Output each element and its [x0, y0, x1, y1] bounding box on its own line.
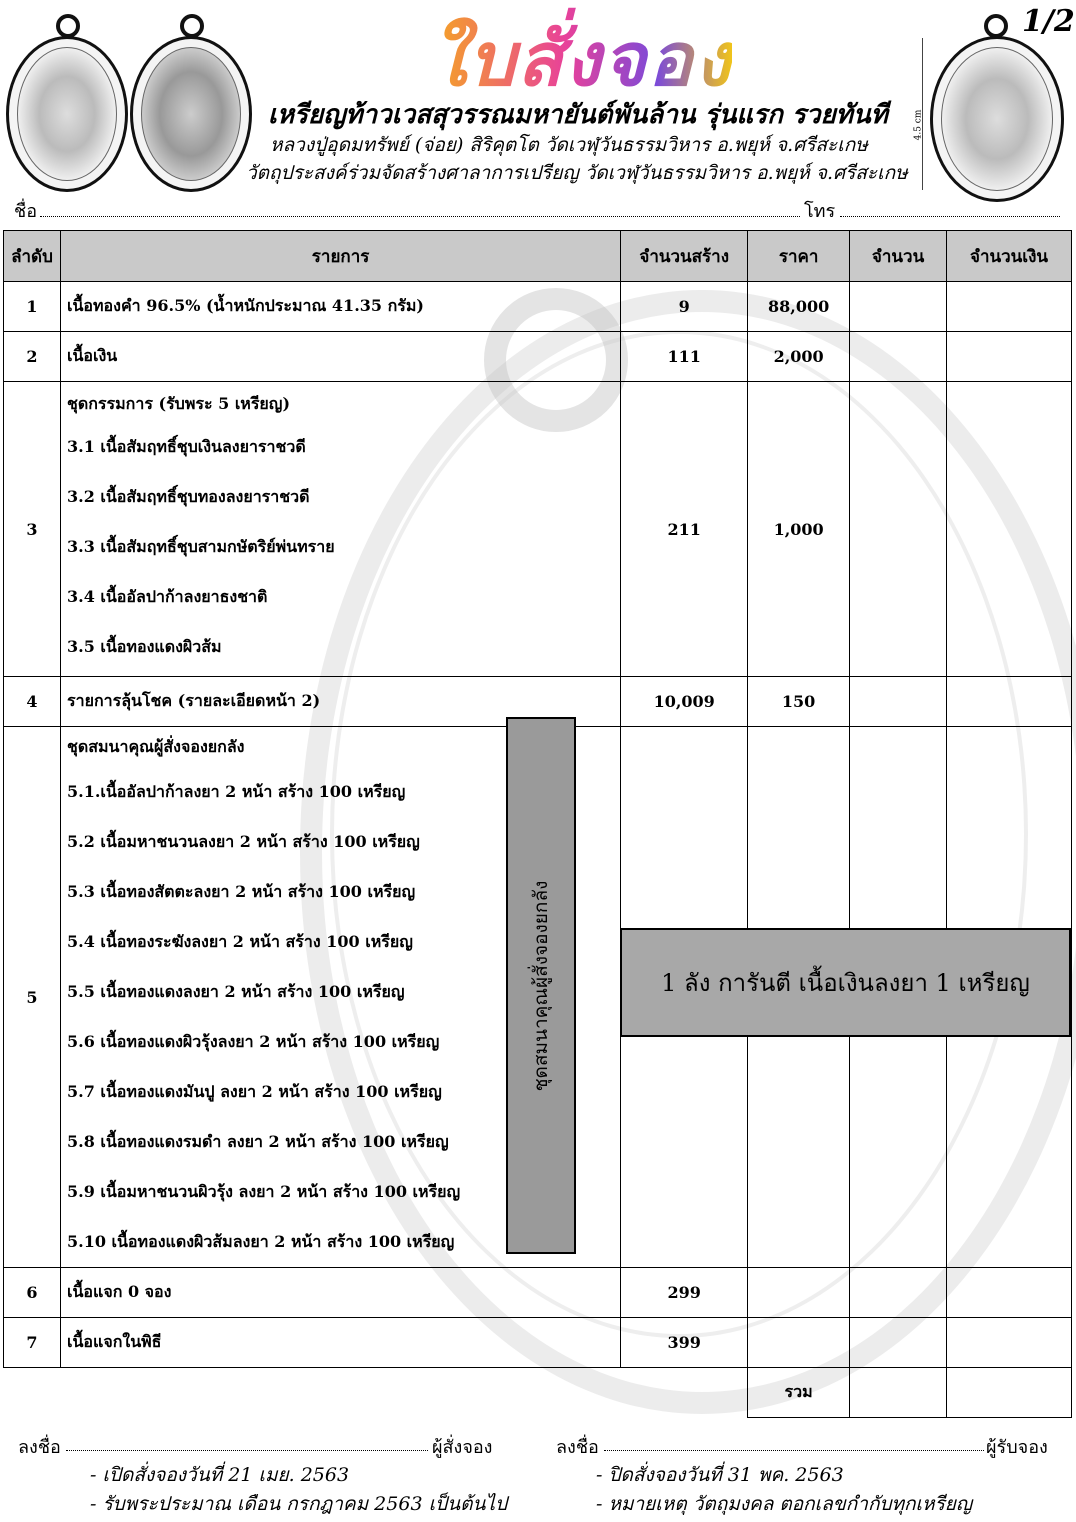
row-price: 1,000 — [748, 382, 850, 677]
row-item: เนื้อแจก 0 จอง — [60, 1268, 620, 1318]
receive-date-text: - รับพระประมาณ เดือน กรกฎาคม 2563 เป็นต้นไป — [90, 1493, 508, 1515]
phone-field[interactable] — [840, 216, 1060, 217]
sub-item: 5.4 เนื้อทองระฆังลงยา 2 หน้า สร้าง 100 เหรียญ — [66, 932, 413, 951]
row-qty-field[interactable] — [850, 1318, 947, 1368]
row-made: 211 — [621, 382, 748, 677]
row-qty-field[interactable] — [850, 282, 947, 332]
header-price: ราคา — [748, 231, 850, 282]
header-amount: จำนวนเงิน — [947, 231, 1072, 282]
row-amount-field[interactable] — [947, 382, 1072, 677]
row-amount-field[interactable] — [947, 332, 1072, 382]
row-qty-field[interactable] — [850, 382, 947, 677]
row-amount-field[interactable] — [947, 1318, 1072, 1368]
table-row — [4, 332, 1072, 382]
medal-loop-icon — [56, 14, 80, 38]
sub-item: 3.4 เนื้ออัลปาก้าลงยาธงชาติ — [66, 587, 268, 606]
sub-item: 5.10 เนื้อทองแดงผิวส้มลงยา 2 หน้า สร้าง 100 เหรียญ — [66, 1232, 455, 1251]
table-header-row — [4, 231, 1072, 282]
row-no: 4 — [4, 677, 61, 727]
table-row — [4, 1318, 1072, 1368]
note-text: - หมายเหตุ วัตถุมงคล ตอกเลขกำกับทุกเหรียญ — [596, 1493, 973, 1515]
row-price: 88,000 — [748, 282, 850, 332]
row-no: 1 — [4, 282, 61, 332]
medal-name: เหรียญท้าวเวสสุวรรณมหายันต์พันล้าน รุ่นแรก รวยทันที — [268, 100, 888, 130]
table-row — [4, 1268, 1072, 1318]
sub-item: 5.1.เนื้ออัลปาก้าลงยา 2 หน้า สร้าง 100 เหรียญ — [66, 782, 406, 801]
row-made: 299 — [621, 1268, 748, 1318]
gift-set-vertical-label: ชุดสมนาคุณผู้สั่งจองยกลัง — [530, 880, 552, 1091]
row-amount-field[interactable] — [947, 282, 1072, 332]
row-price — [748, 1318, 850, 1368]
total-qty-field[interactable] — [850, 1368, 947, 1418]
row-price: 2,000 — [748, 332, 850, 382]
row-no: 2 — [4, 332, 61, 382]
header-qty: จำนวน — [850, 231, 947, 282]
sub-item: 5.6 เนื้อทองแดงผิวรุ้งลงยา 2 หน้า สร้าง 100 เหรียญ — [66, 1032, 440, 1051]
row-made: 10,009 — [621, 677, 748, 727]
header-item: รายการ — [60, 231, 620, 282]
total-amount-field[interactable] — [947, 1368, 1072, 1418]
sub-item: 3.1 เนื้อสัมฤทธิ์ชุบเงินลงยาราชวดี — [66, 437, 306, 456]
page-title: ใบสั่งจอง — [430, 0, 732, 118]
row-price — [748, 1268, 850, 1318]
table-row — [4, 382, 1072, 677]
sub-item: 5.2 เนื้อมหาชนวนลงยา 2 หน้า สร้าง 100 เหรียญ — [66, 832, 420, 851]
sub-item: 5.9 เนื้อมหาชนวนผิวรุ้ง ลงยา 2 หน้า สร้าง 100 เหรียญ — [66, 1182, 461, 1201]
row-price: 150 — [748, 677, 850, 727]
row-made: 9 — [621, 282, 748, 332]
row-item: ชุดสมนาคุณผู้สั่งจองยกลัง — [66, 737, 245, 756]
row-item: ชุดกรรมการ (รับพระ 5 เหรียญ) — [66, 394, 291, 413]
row-qty-field[interactable] — [850, 332, 947, 382]
sub-item: 3.5 เนื้อทองแดงผิวส้ม — [66, 637, 222, 656]
medal-loop-icon — [984, 14, 1008, 38]
sub-item: 5.8 เนื้อทองแดงรมดำ ลงยา 2 หน้า สร้าง 100 เหรียญ — [66, 1132, 449, 1151]
medal-front-image — [6, 36, 128, 192]
close-date-text: - ปิดสั่งจองวันที่ 31 พค. 2563 — [596, 1464, 844, 1486]
orderer-sign-label: ลงชื่อ — [18, 1437, 61, 1458]
phone-label: โทร — [804, 201, 836, 222]
sub-item: 3.3 เนื้อสัมฤทธิ์ชุบสามกษัตริย์พ่นทราย — [66, 537, 335, 556]
guarantee-banner: 1 ลัง การันตี เนื้อเงินลงยา 1 เหรียญ — [620, 928, 1071, 1037]
row-item: รายการลุ้นโชค (รายละเอียดหน้า 2) — [60, 677, 620, 727]
row-item: เนื้อทองคำ 96.5% (น้ำหนักประมาณ 41.35 กรัม) — [60, 282, 620, 332]
row-no: 6 — [4, 1268, 61, 1318]
receiver-sign-field[interactable] — [604, 1450, 984, 1451]
sub-item: 5.5 เนื้อทองแดงลงยา 2 หน้า สร้าง 100 เหรียญ — [66, 982, 405, 1001]
row-item: เนื้อเงิน — [60, 332, 620, 382]
dimension-label: 4.5 cm — [913, 109, 924, 141]
header-made: จำนวนสร้าง — [621, 231, 748, 282]
name-field[interactable] — [40, 216, 800, 217]
row-no: 5 — [4, 727, 61, 1268]
receiver-label: ผู้รับจอง — [986, 1437, 1048, 1458]
open-date-text: - เปิดสั่งจองวันที่ 21 เมย. 2563 — [90, 1464, 350, 1486]
row-no: 3 — [4, 382, 61, 677]
row-item: เนื้อแจกในพิธี — [60, 1318, 620, 1368]
page-number: 1/2 — [1022, 4, 1075, 39]
total-label: รวม — [748, 1368, 850, 1418]
orderer-label: ผู้สั่งจอง — [432, 1437, 493, 1458]
name-label: ชื่อ — [14, 201, 38, 222]
medal-loop-icon — [180, 14, 204, 38]
header-no: ลำดับ — [4, 231, 61, 282]
row-made: 111 — [621, 332, 748, 382]
receiver-sign-label: ลงชื่อ — [556, 1437, 599, 1458]
row-made: 399 — [621, 1318, 748, 1368]
row-qty-field[interactable] — [850, 677, 947, 727]
row-item-list — [60, 382, 620, 677]
purpose-line: วัตถุประสงค์ร่วมจัดสร้างศาลาการเปรียญ วัดเวฬุวันธรรมวิหาร อ.พยุห์ จ.ศรีสะเกษ — [246, 162, 908, 184]
row-amount-field[interactable] — [947, 1268, 1072, 1318]
sub-item: 5.7 เนื้อทองแดงมันปู ลงยา 2 หน้า สร้าง 100 เหรียญ — [66, 1082, 442, 1101]
row-qty-field[interactable] — [850, 1268, 947, 1318]
medal-back-image — [130, 36, 252, 192]
orderer-sign-field[interactable] — [66, 1450, 428, 1451]
total-row — [4, 1368, 1072, 1418]
row-amount-field[interactable] — [947, 677, 1072, 727]
sub-item: 5.3 เนื้อทองสัตตะลงยา 2 หน้า สร้าง 100 เหรียญ — [66, 882, 416, 901]
monk-line: หลวงปู่อุดมทรัพย์ (จ่อย) สิริคุตโต วัดเวฬุวันธรรมวิหาร อ.พยุห์ จ.ศรีสะเกษ — [270, 134, 868, 156]
table-row — [4, 282, 1072, 332]
gift-set-vertical-banner — [506, 717, 576, 1254]
row-no: 7 — [4, 1318, 61, 1368]
sub-item: 3.2 เนื้อสัมฤทธิ์ชุบทองลงยาราชวดี — [66, 487, 310, 506]
medal-front-large-image — [930, 36, 1064, 202]
